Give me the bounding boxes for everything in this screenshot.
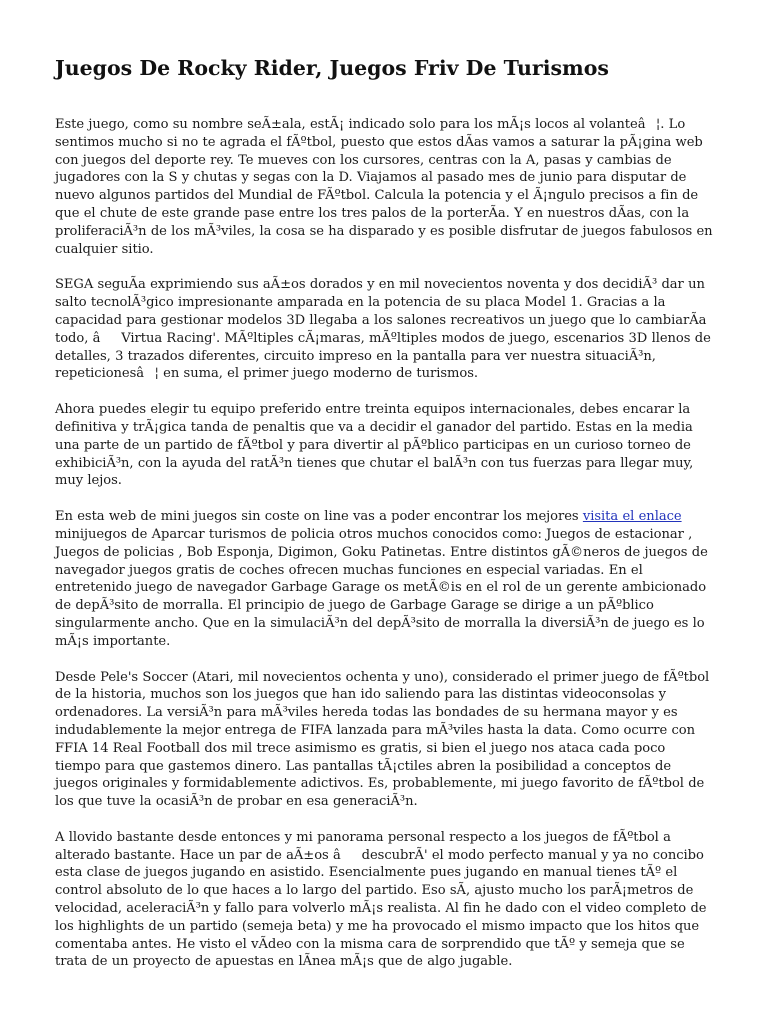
paragraph-3: Ahora puedes elegir tu equipo preferido entre treinta equipos internacionales, debes encarar la definitiva y trÃ¡gica tanda de penaltis que va a decidir el ganador del partido. Estas en la media una parte de un partido de fÃºtbol y para divertir al pÃºblico participas en un curioso torneo de exhibiciÃ³n, con la ayuda del ratÃ³n tienes que chutar el balÃ³n con tus fuerzas para llegar muy, muy lejos. xyxy=(55,402,694,489)
document-page xyxy=(55,54,715,989)
paragraph-5: Desde Pele's Soccer (Atari, mil novecientos ochenta y uno), considerado el primer juego de fÃºtbol de la historia, muchos son los juegos que han ido saliendo para las distintas videoconsolas y ordenadores. La versiÃ³n para mÃ³viles hereda todas las bondades de su hermana mayor y es indudablemente la mejor entrega de FIFA lanzada para mÃ³viles hasta la data. Como ocurre con FFIA 14 Real Football dos mil trece asimismo es gratis, si bien el juego nos ataca cada poco tiempo para que gastemos dinero. Las pantallas tÃ¡ctiles abren la posibilidad a conceptos de juegos originales y formidablemente adictivos. Es, probablemente, mi juego favorito de fÃºtbol de los que tuve la ocasiÃ³n de probar en esa generaciÃ³n. xyxy=(55,669,710,810)
paragraph-4 xyxy=(55,508,715,650)
paragraph-4-text-after: minijuegos de Aparcar turismos de policia otros muchos conocidos como: Juegos de estacionar , Juegos de policias , Bob Esponja, Digimon, Goku Patinetas. Entre distintos gÃ©neros de juegos de navegador juegos gratis de coches ofrecen muchas funciones en especial variadas. En el entretenido juego de navegador Garbage Garage os metÃ©is en el rol de un gerente ambicionado de depÃ³sito de morralla. El principio de juego de Garbage Garage se dirige a un pÃºblico singularmente ancho. Que en la simulaciÃ³n del depÃ³sito de morralla la diversiÃ³n de juego es lo mÃ¡s importante. xyxy=(55,526,708,649)
paragraph-1: Este juego, como su nombre seÃ±ala, estÃ¡ indicado solo para los mÃ¡s locos al volanteâ¦. Lo sentimos mucho si no te agrada el fÃºtbol, puesto que estos dÃas vamos a saturar la pÃ¡gina web con juegos del deporte rey. Te mueves con los cursores, centras con la A, pasas y cambias de jugadores con la S y chutas y segas con la D. Viajamos al pasado mes de junio para disputar de nuevo algunos partidos del Mundial de FÃºtbol. Calcula la potencia y el Ã¡ngulo precisos a fin de que el chute de este grande pase entre los tres palos de la porterÃa. Y en nuestros dÃas, con la proliferaciÃ³n de los mÃ³viles, la cosa se ha disparado y es posible disfrutar de juegos fabulosos en cualquier sitio. xyxy=(55,117,713,257)
paragraph-2: SEGA seguÃa exprimiendo sus aÃ±os dorados y en mil novecientos noventa y dos decidiÃ³ dar un salto tecnolÃ³gico impresionante amparada en la potencia de su placa Model 1. Gracias a la capacidad para gestionar modelos 3D llegaba a los salones recreativos un juego que lo cambiarÃa todo, âVirtua Racing'. MÃºltiples cÃ¡maras, mÃºltiples modos de juego, escenarios 3D llenos de detalles, 3 trazados diferentes, circuito impreso en la pantalla para ver nuestra situaciÃ³n, repeticionesâ¦ en suma, el primer juego moderno de turismos. xyxy=(55,277,711,382)
page-title: Juegos De Rocky Rider, Juegos Friv De Turismos xyxy=(55,56,609,80)
visit-link[interactable]: visita el enlace xyxy=(582,509,682,525)
paragraph-6: A llovido bastante desde entonces y mi panorama personal respecto a los juegos de fÃºtbol a alterado bastante. Hace un par de aÃ±os âdescubrÃ' el modo perfecto manual y ya no concibo esta clase de juegos jugando en asistido. Esencialmente pues jugando en manual tienes tÃº el control absoluto de lo que haces a lo largo del partido. Eso sÃ, ajusto mucho los parÃ¡metros de velocidad, aceleraciÃ³n y fallo para volverlo mÃ¡s realista. Al fin he dado con el video completo de los highlights de un partido (semeja beta) y me ha provocado el mismo impacto que los hitos que comentaba antes. He visto el vÃdeo con la misma cara de sorprendido que tÃº y semeja que se trata de un proyecto de apuestas en lÃnea mÃ¡s que de algo jugable. xyxy=(55,829,707,970)
paragraph-4-text-before: En esta web de mini juegos sin coste on line vas a poder encontrar los mejores xyxy=(55,509,583,525)
